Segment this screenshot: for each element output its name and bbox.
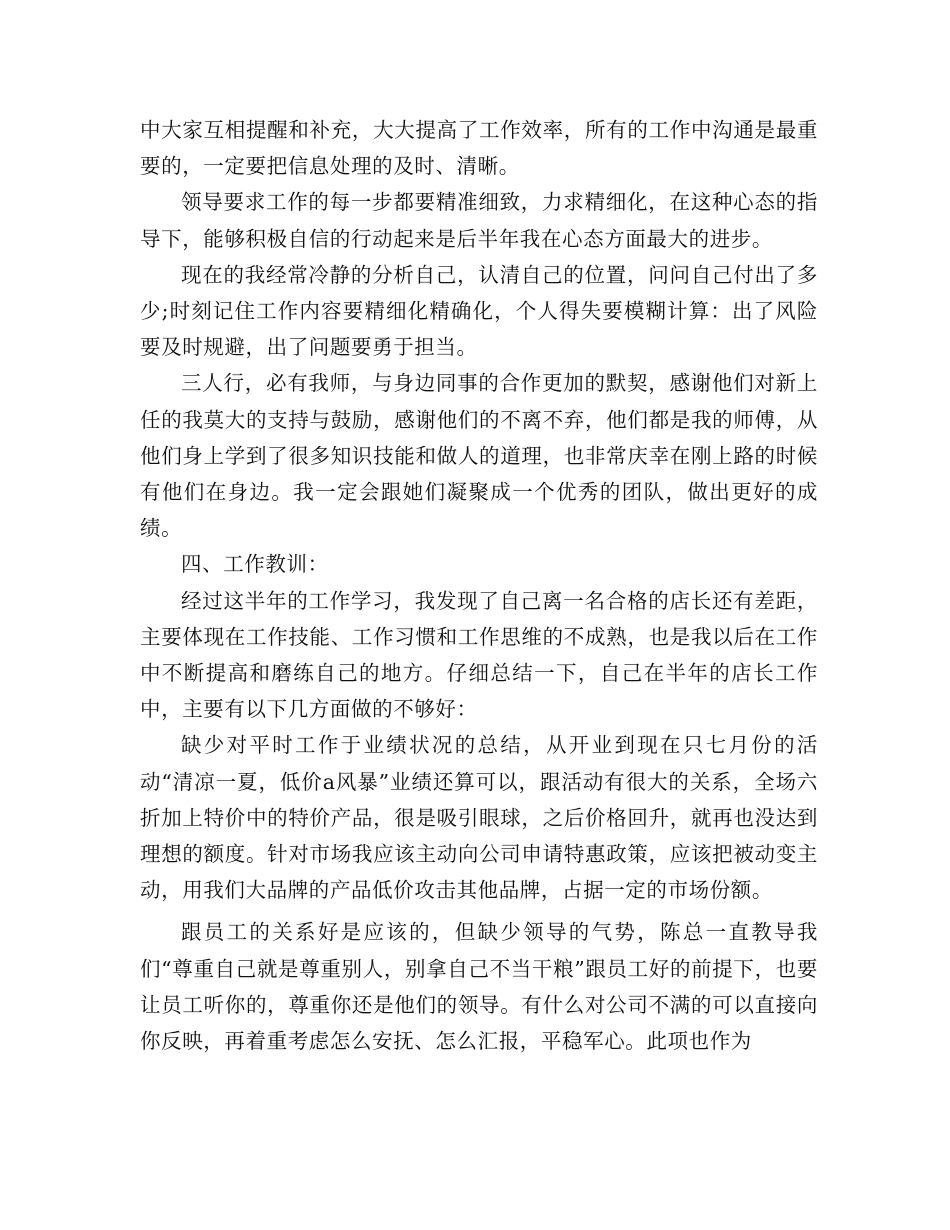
paragraph-3: 现在的我经常冷静的分析自己，认清自己的位置，问问自己付出了多少;时刻记住工作内容要精细化精确化，个人得失要模糊计算：出了风险要及时规避，出了问题要勇于担当。 [140, 262, 818, 360]
paragraph-2: 领导要求工作的每一步都要精准细致，力求精细化，在这种心态的指导下，能够积极自信的行动起来是后半年我在心态方面最大的进步。 [140, 190, 818, 251]
document-body [140, 112, 818, 1059]
paragraph-1: 中大家互相提醒和补充，大大提高了工作效率，所有的工作中沟通是最重要的，一定要把信息处理的及时、清晰。 [140, 118, 818, 179]
paragraph-6: 经过这半年的工作学习，我发现了自己离一名合格的店长还有差距，主要体现在工作技能、工作习惯和工作思维的不成熟，也是我以后在工作中不断提高和磨练自己的地方。仔细总结一下，自己在半年的店长工作中，主要有以下几方面做的不够好： [140, 588, 818, 722]
paragraph-8: 跟员工的关系好是应该的，但缺少领导的气势，陈总一直教导我们“尊重自己就是尊重别人，别拿自己不当干粮”跟员工好的前提下，也要让员工听你的，尊重你还是他们的领导。有什么对公司不满的可以直接向你反映，再着重考虑怎么安抚、怎么汇报，平稳军心。此项也作为 [140, 920, 818, 1054]
paragraph-4: 三人行，必有我师，与身边同事的合作更加的默契，感谢他们对新上任的我莫大的支持与鼓励，感谢他们的不离不弃，他们都是我的师傅，从他们身上学到了很多知识技能和做人的道理，也非常庆幸在刚上路的时候有他们在身边。我一定会跟她们凝聚成一个优秀的团队，做出更好的成绩。 [140, 371, 818, 541]
paragraph-7: 缺少对平时工作于业绩状况的总结，从开业到现在只七月份的活动“清凉一夏，低价a风暴”业绩还算可以，跟活动有很大的关系，全场六折加上特价中的特价产品，很是吸引眼球，之后价格回升，就再也没达到理想的额度。针对市场我应该主动向公司申请特惠政策，应该把被动变主动，用我们大品牌的产品低价攻击其他品牌，占据一定的市场份额。 [140, 733, 818, 903]
section-heading-work-lessons: 四、工作教训： [181, 552, 329, 577]
